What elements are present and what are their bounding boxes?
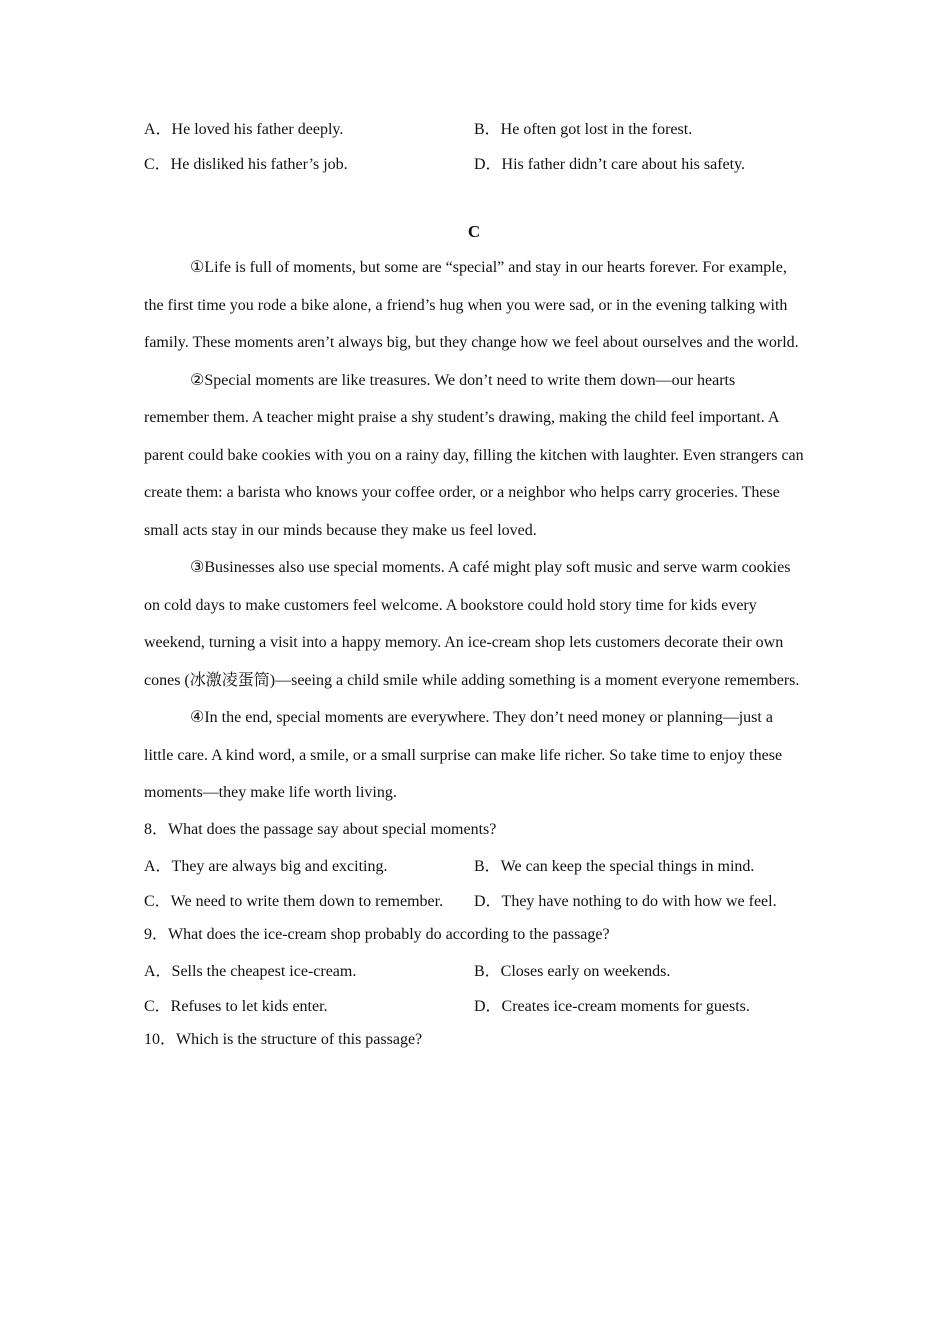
paragraph-4: ④In the end, special moments are everywhere. They don’t need money or planning—just a little care. A kind word, a smile, or a small surprise can make life richer. So take time to enjoy these moments—they make life worth living.	[144, 709, 783, 801]
section-heading: C	[467, 222, 481, 241]
question-text: 8．What does the passage say about special moments?	[144, 820, 497, 838]
option-d: D．His father didn’t care about his safety.	[474, 156, 746, 173]
question-9	[144, 917, 804, 1022]
option-c: C．We need to write them down to remember.	[144, 892, 444, 910]
option-d: D．They have nothing to do with how we feel.	[474, 892, 777, 910]
question-10	[144, 1022, 804, 1057]
option-a: A．They are always big and exciting.	[144, 857, 388, 875]
option-a: A．He loved his father deeply.	[144, 121, 344, 138]
option-c: C．Refuses to let kids enter.	[144, 997, 328, 1015]
option-b: B．We can keep the special things in mind.	[474, 857, 755, 875]
option-b: B．Closes early on weekends.	[474, 962, 671, 980]
option-b: B．He often got lost in the forest.	[474, 121, 693, 138]
question-text: 10．Which is the structure of this passage?	[144, 1030, 423, 1048]
option-d: D．Creates ice-cream moments for guests.	[474, 997, 750, 1015]
document-page	[144, 110, 804, 1057]
option-row	[144, 882, 804, 917]
option-row	[144, 145, 804, 180]
question-text: 9．What does the ice-cream shop probably do according to the passage?	[144, 925, 610, 943]
paragraph-1: ①Life is full of moments, but some are “special” and stay in our hearts forever. For example, the first time you rode a bike alone, a friend’s hug when you were sad, or in the evening talking with family. These moments aren’t always big, but they change how we feel about ourselves and the world.	[144, 259, 799, 351]
paragraph-2: ②Special moments are like treasures. We don’t need to write them down—our hearts remember them. A teacher might praise a shy student’s drawing, making the child feel important. A parent could bake cookies with you on a rainy day, filling the kitchen with laughter. Even strangers can create them: a barista who knows your coffee order, or a neighbor who helps carry groceries. These small acts stay in our minds because they make us feel loved.	[144, 371, 804, 539]
question-8	[144, 812, 804, 917]
option-c: C．He disliked his father’s job.	[144, 156, 348, 173]
option-row	[144, 987, 804, 1022]
option-a: A．Sells the cheapest ice-cream.	[144, 962, 357, 980]
paragraph-3: ③Businesses also use special moments. A café might play soft music and serve warm cookies on cold days to make customers feel welcome. A bookstore could hold story time for kids every weekend, turning a visit into a happy memory. An ice-cream shop lets customers decorate their own cones (冰激凌蛋筒)—seeing a child smile while adding something is a moment everyone remembers.	[144, 559, 800, 689]
previous-question-options	[144, 110, 804, 180]
option-row	[144, 110, 804, 145]
passage	[144, 249, 804, 812]
option-row	[144, 847, 804, 882]
option-row	[144, 952, 804, 987]
